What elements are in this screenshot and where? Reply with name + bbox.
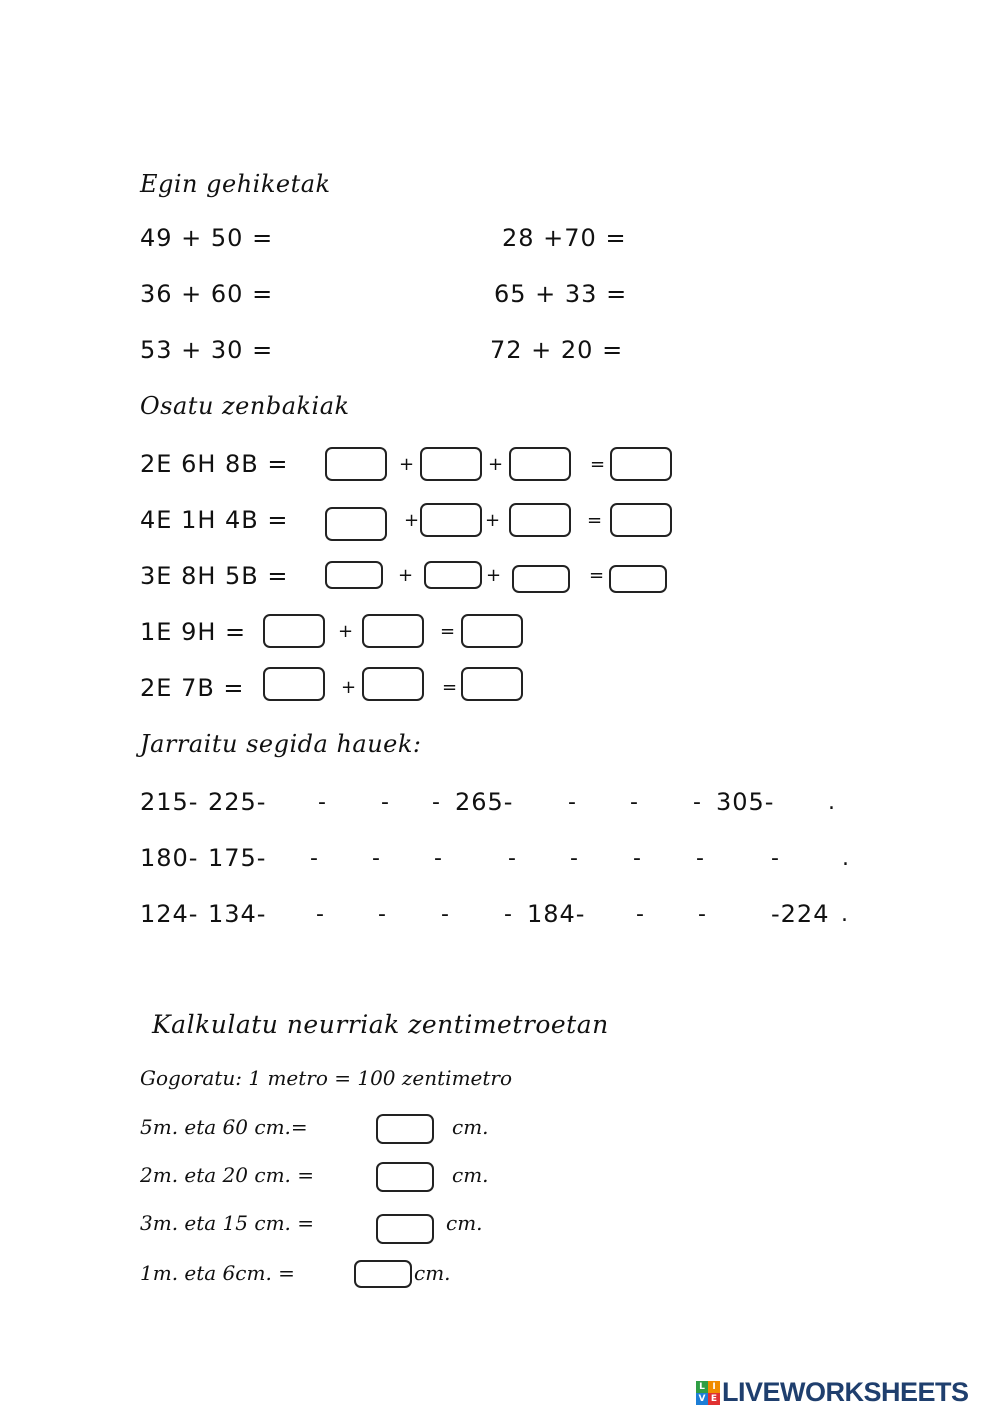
answer-box[interactable] xyxy=(420,503,482,537)
logo-mark-letter: V xyxy=(696,1393,708,1405)
seq-end-dot: . xyxy=(841,902,848,927)
answer-box[interactable] xyxy=(461,614,523,648)
answer-box[interactable] xyxy=(325,447,387,481)
answer-box[interactable] xyxy=(376,1214,434,1244)
measures-title: Kalkulatu neurriak zentimetroetan xyxy=(152,1010,609,1039)
compose-title: Osatu zenbakiak xyxy=(140,392,350,420)
answer-box[interactable] xyxy=(354,1260,412,1288)
seq-blank[interactable]: - xyxy=(696,846,704,871)
seq-blank[interactable]: - xyxy=(693,790,701,815)
addition-right-2: 65 + 33 = xyxy=(494,280,628,308)
answer-box[interactable] xyxy=(610,503,672,537)
measure-label-3: 3m. eta 15 cm. = xyxy=(140,1211,315,1235)
seq2-term-2: 175- xyxy=(208,844,267,872)
seq-blank[interactable]: - xyxy=(771,846,779,871)
answer-box[interactable] xyxy=(461,667,523,701)
seq2-term-1: 180- xyxy=(140,844,199,872)
answer-box[interactable] xyxy=(263,614,325,648)
compose-label-3: 3E 8H 5B = xyxy=(140,562,289,590)
answer-box[interactable] xyxy=(362,614,424,648)
answer-box[interactable] xyxy=(609,565,667,593)
plus-sign: + xyxy=(485,510,501,531)
answer-box[interactable] xyxy=(420,447,482,481)
equals-sign: = xyxy=(590,454,606,475)
seq3-term-4: -224 xyxy=(771,900,830,928)
seq-blank[interactable]: - xyxy=(698,902,706,927)
equals-sign: = xyxy=(587,510,603,531)
seq-blank[interactable]: - xyxy=(441,902,449,927)
seq3-term-2: 134- xyxy=(208,900,267,928)
plus-sign: + xyxy=(399,454,415,475)
seq-blank[interactable]: - xyxy=(318,790,326,815)
logo-text: LIVEWORKSHEETS xyxy=(722,1377,969,1407)
addition-left-3: 53 + 30 = xyxy=(140,336,274,364)
sequences-title: Jarraitu segida hauek: xyxy=(140,730,422,758)
plus-sign: + xyxy=(338,621,354,642)
answer-box[interactable] xyxy=(610,447,672,481)
seq-blank[interactable]: - xyxy=(381,790,389,815)
seq1-term-3: 265- xyxy=(455,788,514,816)
answer-box[interactable] xyxy=(376,1162,434,1192)
addition-title: Egin gehiketak xyxy=(140,170,331,198)
answer-box[interactable] xyxy=(424,561,482,589)
equals-sign: = xyxy=(589,565,605,586)
answer-box[interactable] xyxy=(512,565,570,593)
logo-mark-icon xyxy=(696,1381,720,1405)
addition-left-1: 49 + 50 = xyxy=(140,224,274,252)
answer-box[interactable] xyxy=(362,667,424,701)
measure-label-4: 1m. eta 6cm. = xyxy=(140,1261,295,1285)
measure-label-1: 5m. eta 60 cm.= xyxy=(140,1115,308,1139)
compose-label-5: 2E 7B = xyxy=(140,674,245,702)
seq-blank[interactable]: - xyxy=(378,902,386,927)
seq-blank[interactable]: - xyxy=(636,902,644,927)
plus-sign: + xyxy=(341,677,357,698)
seq-blank[interactable]: - xyxy=(372,846,380,871)
answer-box[interactable] xyxy=(509,503,571,537)
seq-blank[interactable]: - xyxy=(570,846,578,871)
unit-label: cm. xyxy=(452,1163,489,1187)
seq-blank[interactable]: - xyxy=(568,790,576,815)
seq-end-dot: . xyxy=(842,846,849,871)
seq-blank[interactable]: - xyxy=(630,790,638,815)
seq1-term-4: 305- xyxy=(716,788,775,816)
compose-label-2: 4E 1H 4B = xyxy=(140,506,289,534)
equals-sign: = xyxy=(440,621,456,642)
plus-sign: + xyxy=(488,454,504,475)
seq-blank[interactable]: - xyxy=(434,846,442,871)
seq3-term-3: 184- xyxy=(527,900,586,928)
unit-label: cm. xyxy=(452,1115,489,1139)
answer-box[interactable] xyxy=(325,561,383,589)
answer-box[interactable] xyxy=(263,667,325,701)
seq-blank[interactable]: - xyxy=(508,846,516,871)
logo-mark-letter: L xyxy=(696,1381,708,1393)
plus-sign: + xyxy=(486,565,502,586)
liveworksheets-logo[interactable] xyxy=(696,1377,969,1408)
measures-reminder: Gogoratu: 1 metro = 100 zentimetro xyxy=(140,1066,513,1090)
seq-blank[interactable]: - xyxy=(504,902,512,927)
logo-mark-letter: E xyxy=(708,1393,720,1405)
addition-right-1: 28 +70 = xyxy=(502,224,627,252)
equals-sign: = xyxy=(442,677,458,698)
seq3-term-1: 124- xyxy=(140,900,199,928)
unit-label: cm. xyxy=(446,1211,483,1235)
logo-mark-letter: I xyxy=(708,1381,720,1393)
plus-sign: + xyxy=(398,565,414,586)
seq1-term-1: 215- xyxy=(140,788,199,816)
compose-label-1: 2E 6H 8B = xyxy=(140,450,289,478)
measure-label-2: 2m. eta 20 cm. = xyxy=(140,1163,315,1187)
seq1-term-2: 225- xyxy=(208,788,267,816)
compose-label-4: 1E 9H = xyxy=(140,618,247,646)
seq-blank[interactable]: - xyxy=(316,902,324,927)
addition-right-3: 72 + 20 = xyxy=(490,336,624,364)
seq-blank[interactable]: - xyxy=(310,846,318,871)
unit-label: cm. xyxy=(414,1261,451,1285)
addition-left-2: 36 + 60 = xyxy=(140,280,274,308)
answer-box[interactable] xyxy=(376,1114,434,1144)
seq-end-dot: . xyxy=(828,790,835,815)
answer-box[interactable] xyxy=(325,507,387,541)
seq-blank[interactable]: - xyxy=(633,846,641,871)
plus-sign: + xyxy=(404,510,420,531)
answer-box[interactable] xyxy=(509,447,571,481)
seq-blank[interactable]: - xyxy=(432,790,440,815)
